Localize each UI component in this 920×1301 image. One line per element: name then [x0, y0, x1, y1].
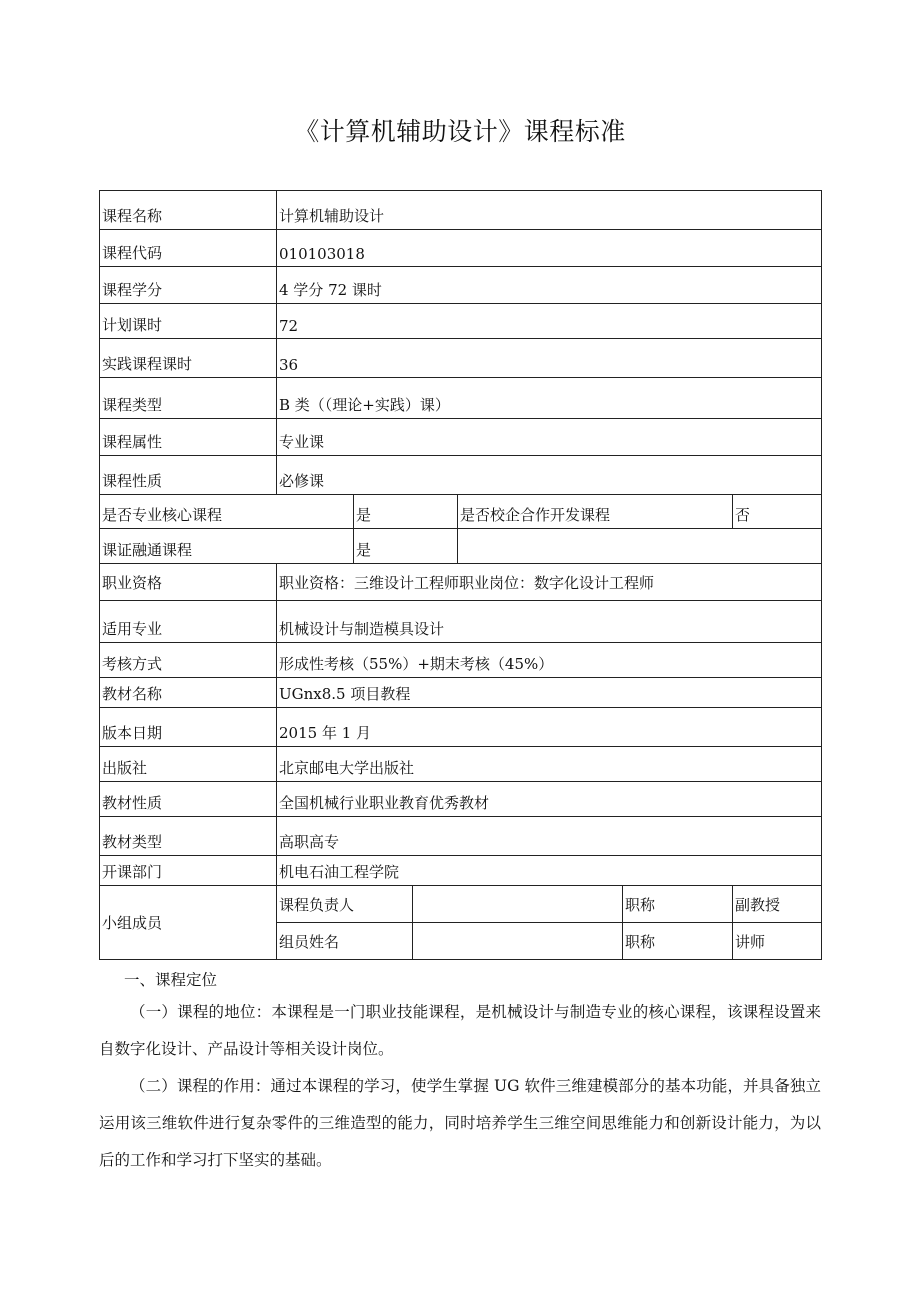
member-name [413, 923, 623, 960]
row-label: 出版社 [100, 747, 277, 782]
row-label: 课程代码 [100, 230, 277, 267]
row-value: 机电石油工程学院 [277, 856, 822, 886]
row-value: 机械设计与制造模具设计 [277, 601, 822, 643]
member-title-label: 职称 [623, 923, 733, 960]
row-value: 全国机械行业职业教育优秀教材 [277, 782, 822, 817]
row-value: 是 [354, 529, 458, 564]
empty-cell [458, 529, 822, 564]
row-value: 高职高专 [277, 817, 822, 856]
table-row [100, 456, 822, 495]
row-value: 计算机辅助设计 [277, 191, 822, 230]
section-heading: 一、课程定位 [124, 971, 218, 989]
row-value: 北京邮电大学出版社 [277, 747, 822, 782]
row-label: 考核方式 [100, 643, 277, 678]
table-row [100, 678, 822, 708]
leader-title: 副教授 [733, 886, 822, 923]
row-label: 课程名称 [100, 191, 277, 230]
course-info-table [99, 190, 822, 960]
row-value: 36 [277, 339, 822, 378]
paragraph-course-role: （二）课程的作用：通过本课程的学习，使学生掌握 UG 软件三维建模部分的基本功能，并具备独立运用该三维软件进行复杂零件的三维造型的能力，同时培养学生三维空间思维能力和创新设计能力，为以后的工作和学习打下坚实的基础。 [99, 1077, 821, 1169]
page-title: 《计算机辅助设计》课程标准 [294, 117, 626, 146]
row-label: 教材性质 [100, 782, 277, 817]
row-label: 课程类型 [100, 378, 277, 419]
row-label: 职业资格 [100, 564, 277, 601]
table-row [100, 601, 822, 643]
row-label: 开课部门 [100, 856, 277, 886]
row-value: 职业资格：三维设计工程师职业岗位：数字化设计工程师 [277, 564, 822, 601]
table-row [100, 529, 822, 564]
row-label: 是否专业核心课程 [100, 495, 354, 529]
row-value: 否 [733, 495, 822, 529]
row-value: 专业课 [277, 419, 822, 456]
row-label: 适用专业 [100, 601, 277, 643]
row-label: 教材类型 [100, 817, 277, 856]
table-row [100, 817, 822, 856]
row-value: 是 [354, 495, 458, 529]
row-value: 形成性考核（55%）+期末考核（45%） [277, 643, 822, 678]
leader-title-label: 职称 [623, 886, 733, 923]
row-value: B 类（（理论+实践）课） [277, 378, 822, 419]
table-row [100, 708, 822, 747]
table-row [100, 782, 822, 817]
row-value: 72 [277, 304, 822, 339]
table-row [100, 495, 822, 529]
row-label: 是否校企合作开发课程 [458, 495, 733, 529]
row-label: 实践课程课时 [100, 339, 277, 378]
row-label: 课程性质 [100, 456, 277, 495]
table-row [100, 564, 822, 601]
table-row [100, 747, 822, 782]
row-label: 课证融通课程 [100, 529, 354, 564]
row-value: UGnx8.5 项目教程 [277, 678, 822, 708]
table-row [100, 856, 822, 886]
paragraph-course-status: （一）课程的地位：本课程是一门职业技能课程，是机械设计与制造专业的核心课程，该课程设置来自数字化设计、产品设计等相关设计岗位。 [99, 1003, 821, 1058]
leader-name [413, 886, 623, 923]
row-label: 课程学分 [100, 267, 277, 304]
table-row [100, 378, 822, 419]
table-row [100, 304, 822, 339]
team-label: 小组成员 [100, 886, 277, 960]
row-value: 必修课 [277, 456, 822, 495]
row-label: 版本日期 [100, 708, 277, 747]
table-row [100, 339, 822, 378]
row-value: 2015 年 1 月 [277, 708, 822, 747]
table-row [100, 886, 822, 923]
leader-label: 课程负责人 [277, 886, 413, 923]
table-row [100, 191, 822, 230]
table-row [100, 643, 822, 678]
row-value: 4 学分 72 课时 [277, 267, 822, 304]
table-row [100, 230, 822, 267]
row-value: 010103018 [277, 230, 822, 267]
row-label: 课程属性 [100, 419, 277, 456]
table-row [100, 267, 822, 304]
table-row [100, 419, 822, 456]
member-title: 讲师 [733, 923, 822, 960]
member-label: 组员姓名 [277, 923, 413, 960]
row-label: 计划课时 [100, 304, 277, 339]
row-label: 教材名称 [100, 678, 277, 708]
